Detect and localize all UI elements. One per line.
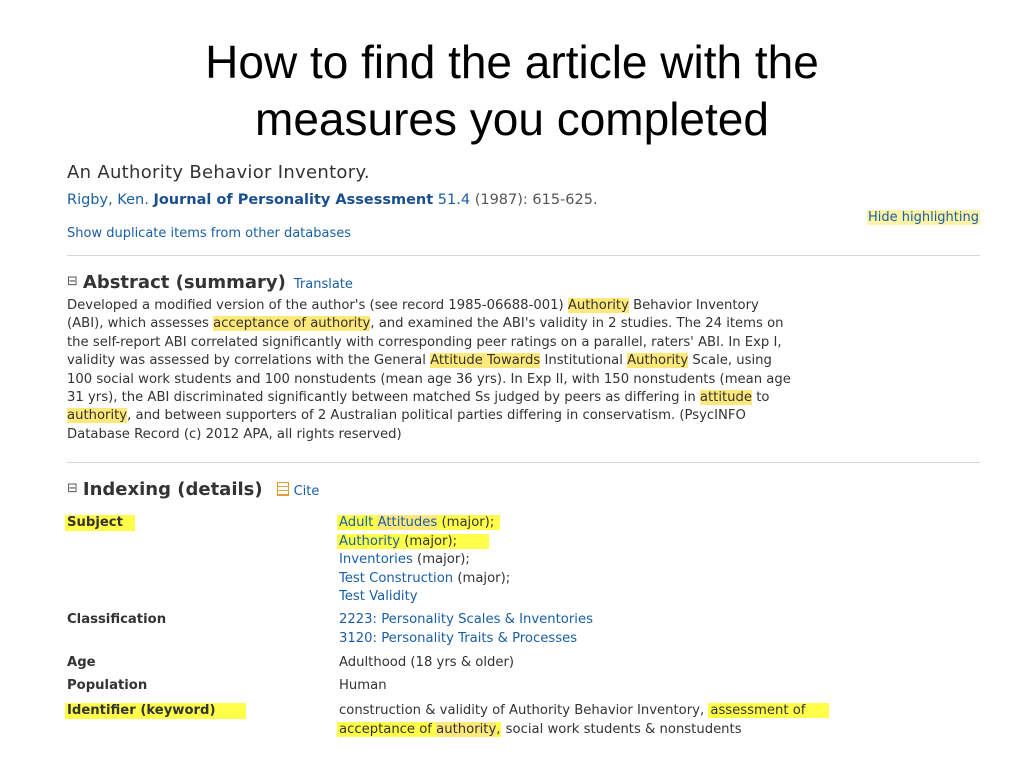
record-citation xyxy=(67,192,598,208)
subject-values xyxy=(339,514,510,607)
search-term-highlight: acceptance of authority xyxy=(213,316,371,332)
journal-link[interactable]: Journal of Personality Assessment xyxy=(153,192,434,208)
show-duplicates-link[interactable]: Show duplicate items from other databases xyxy=(67,226,351,241)
classification-3120-link[interactable]: 3120: Personality Traits & Processes xyxy=(339,630,578,646)
search-term-highlight: Attitude Towards xyxy=(430,353,541,369)
identifier-values: construction & validity of Authority Behavior Inventory, assessment of acceptance of authority, social work students & nonstudents xyxy=(339,702,829,739)
cite-link[interactable]: Cite xyxy=(293,484,320,499)
publication-date-pages: (1987): 615-625. xyxy=(474,192,598,208)
classification-2223-link[interactable]: 2223: Personality Scales & Inventories xyxy=(339,612,593,627)
age-label: Age xyxy=(67,655,96,670)
indexing-heading-text: Indexing (details) xyxy=(82,479,263,500)
abstract-line: 100 social work students and 100 nonstudents (mean age 36 yrs). In Exp II, with 150 nonstudents (mean age xyxy=(67,371,791,387)
cite-icon[interactable] xyxy=(277,482,289,496)
subject-attitudes-link[interactable]: Attitudes xyxy=(377,515,438,530)
subject-adult-link[interactable]: Adult xyxy=(339,515,374,530)
classification-values xyxy=(339,611,593,648)
abstract-line: validity was assessed by correlations with the General Attitude Towards Institutional Authority Scale, using xyxy=(67,353,772,369)
subject-label: Subject xyxy=(67,515,135,530)
subject-inventories-link[interactable]: Inventories xyxy=(339,552,413,567)
indexing-heading xyxy=(67,479,319,500)
subject-test-construction-link[interactable]: Test Construction xyxy=(339,570,454,586)
volume-link[interactable]: 51.4 xyxy=(437,192,471,208)
collapse-indexing-icon[interactable]: ⊟ xyxy=(67,481,78,496)
search-term-highlight: attitude xyxy=(699,390,753,406)
population-value: Human xyxy=(339,678,387,693)
subject-authority-link[interactable]: Authority xyxy=(339,533,401,549)
record-title: An Authority Behavior Inventory. xyxy=(67,162,370,183)
slide-title-line-1: How to find the article with the xyxy=(205,36,819,88)
collapse-abstract-icon[interactable]: ⊟ xyxy=(67,274,78,289)
abstract-text xyxy=(67,297,982,444)
hide-highlighting-link[interactable]: Hide highlighting xyxy=(867,210,979,225)
abstract-line: Database Record (c) 2012 APA, all rights reserved) xyxy=(67,426,402,442)
abstract-line: the self-report ABI correlated significantly with corresponding peer ratings on a parallel, raters' ABI. In Exp I, xyxy=(67,334,782,350)
section-divider xyxy=(67,255,980,256)
abstract-heading xyxy=(67,272,353,293)
author-link[interactable]: Rigby, Ken. xyxy=(67,192,149,208)
translate-link[interactable]: Translate xyxy=(293,277,353,292)
slide-title-line-2: measures you completed xyxy=(255,93,769,145)
subject-row xyxy=(339,588,510,607)
slide-title xyxy=(0,34,1024,148)
subject-row: Authority (major); xyxy=(339,533,510,552)
classification-label: Classification xyxy=(67,612,167,627)
abstract-line: 31 yrs), the ABI discriminated significantly between matched Ss judged by peers as differing in attitude to xyxy=(67,390,770,406)
section-divider xyxy=(67,462,980,463)
identifier-label: Identifier (keyword) xyxy=(67,703,246,718)
abstract-line: authority, and between supporters of 2 Australian political parties differing in conservatism. (PsycINFO xyxy=(67,408,746,424)
subject-test-validity-link[interactable]: Test Validity xyxy=(339,589,418,604)
search-term-highlight: Authority xyxy=(567,298,629,313)
population-label: Population xyxy=(67,678,148,693)
subject-row: Test Construction (major); xyxy=(339,570,511,586)
search-term-highlight: authority xyxy=(67,408,128,424)
abstract-line: Developed a modified version of the author's (see record 1985-06688-001) Authority Behavior Inventory xyxy=(67,298,759,313)
subject-row: Inventories (major); xyxy=(339,552,470,567)
age-value: Adulthood (18 yrs & older) xyxy=(339,655,515,670)
abstract-heading-text: Abstract (summary) xyxy=(82,272,286,293)
subject-row: Adult Attitudes (major); xyxy=(339,514,510,533)
search-term-highlight: Authority xyxy=(627,353,689,369)
abstract-line: (ABI), which assesses acceptance of authority, and examined the ABI's validity in 2 studies. The 24 items on xyxy=(67,316,784,332)
